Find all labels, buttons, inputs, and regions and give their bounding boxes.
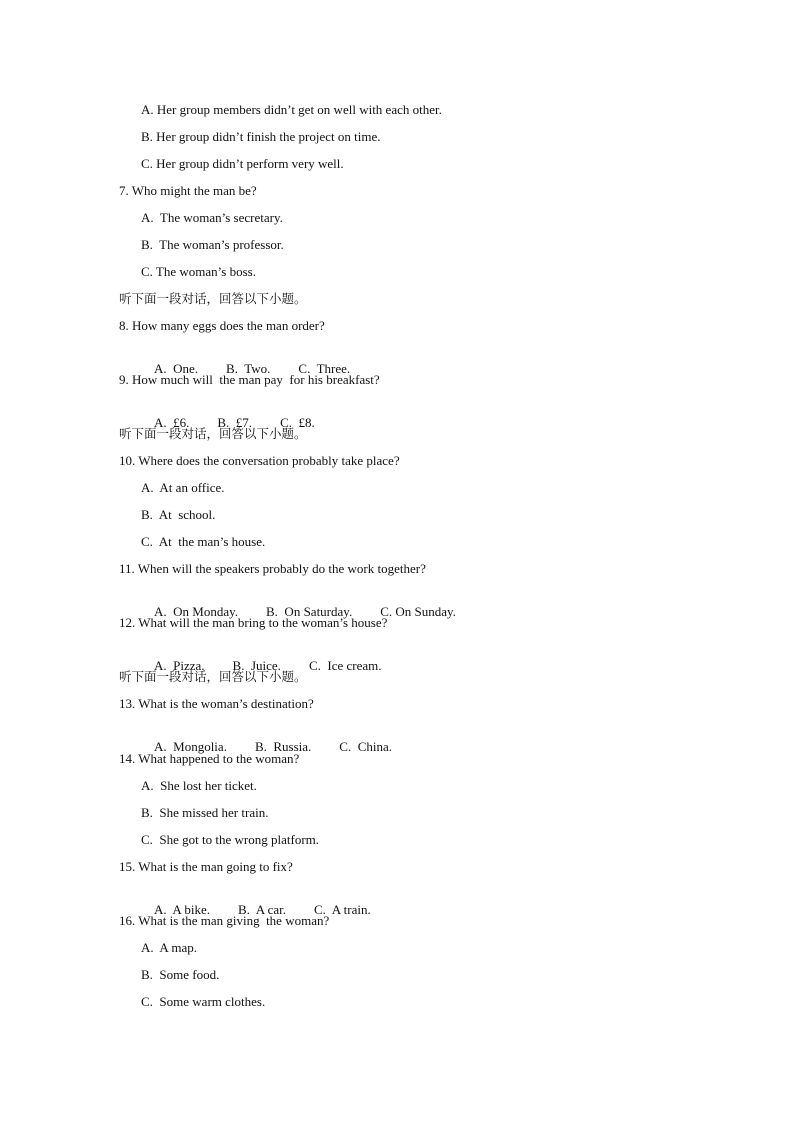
section-instruction: 听下面一段对话，回答以下小题。 [119, 426, 307, 441]
q16-option-b: B. Some food. [141, 967, 220, 982]
section-instruction: 听下面一段对话，回答以下小题。 [119, 291, 307, 306]
q6-option-b: B. Her group didn’t finish the project on time. [141, 129, 381, 144]
q10-option-a: A. At an office. [141, 480, 225, 495]
q7-option-c: C. The woman’s boss. [141, 264, 256, 279]
q10-option-c: C. At the man’s house. [141, 534, 266, 549]
q13-options [141, 723, 393, 754]
q8-options [141, 345, 351, 376]
question-10: 10. Where does the conversation probably take place? [119, 453, 400, 468]
q12-option-a: A. Pizza. [154, 658, 205, 673]
q7-option-b: B. The woman’s professor. [141, 237, 284, 252]
q13-option-c: C. China. [339, 739, 393, 754]
q15-option-b: B. A car. [237, 902, 287, 917]
q14-option-b: B. She missed her train. [141, 805, 269, 820]
q15-option-a: A. A bike. [154, 902, 210, 917]
q13-option-b: B. Russia. [254, 739, 312, 754]
q11-option-c: C. On Sunday. [380, 604, 456, 619]
q14-option-c: C. She got to the wrong platform. [141, 832, 320, 847]
q8-option-a: A. One. [154, 361, 199, 376]
question-9: 9. How much will the man pay for his breakfast? [119, 372, 380, 387]
q9-options [141, 399, 315, 430]
q9-option-c: C. £8. [280, 415, 315, 430]
q9-option-b: B. £7. [217, 415, 253, 430]
q8-option-c: C. Three. [298, 361, 351, 376]
q14-option-a: A. She lost her ticket. [141, 778, 257, 793]
q8-option-b: B. Two. [226, 361, 271, 376]
q16-option-a: A. A map. [141, 940, 197, 955]
question-12: 12. What will the man bring to the woman’s house? [119, 615, 388, 630]
q11-options [141, 588, 456, 619]
question-8: 8. How many eggs does the man order? [119, 318, 325, 333]
q9-option-a: A. £6. [154, 415, 190, 430]
question-16: 16. What is the man giving the woman? [119, 913, 330, 928]
q11-option-b: B. On Saturday. [266, 604, 353, 619]
question-14: 14. What happened to the woman? [119, 751, 300, 766]
q11-option-a: A. On Monday. [154, 604, 239, 619]
q7-option-a: A. The woman’s secretary. [141, 210, 283, 225]
q6-option-c: C. Her group didn’t perform very well. [141, 156, 344, 171]
q15-option-c: C. A train. [314, 902, 371, 917]
question-13: 13. What is the woman’s destination? [119, 696, 314, 711]
q16-option-c: C. Some warm clothes. [141, 994, 266, 1009]
question-15: 15. What is the man going to fix? [119, 859, 293, 874]
q12-options [141, 642, 382, 673]
question-7: 7. Who might the man be? [119, 183, 257, 198]
q15-options [141, 886, 371, 917]
section-instruction: 听下面一段对话，回答以下小题。 [119, 669, 307, 684]
question-11: 11. When will the speakers probably do the work together? [119, 561, 426, 576]
q13-option-a: A. Mongolia. [154, 739, 227, 754]
q12-option-c: C. Ice cream. [308, 658, 382, 673]
q6-option-a: A. Her group members didn’t get on well with each other. [141, 102, 442, 117]
q10-option-b: B. At school. [141, 507, 216, 522]
q12-option-b: B. Juice. [232, 658, 281, 673]
